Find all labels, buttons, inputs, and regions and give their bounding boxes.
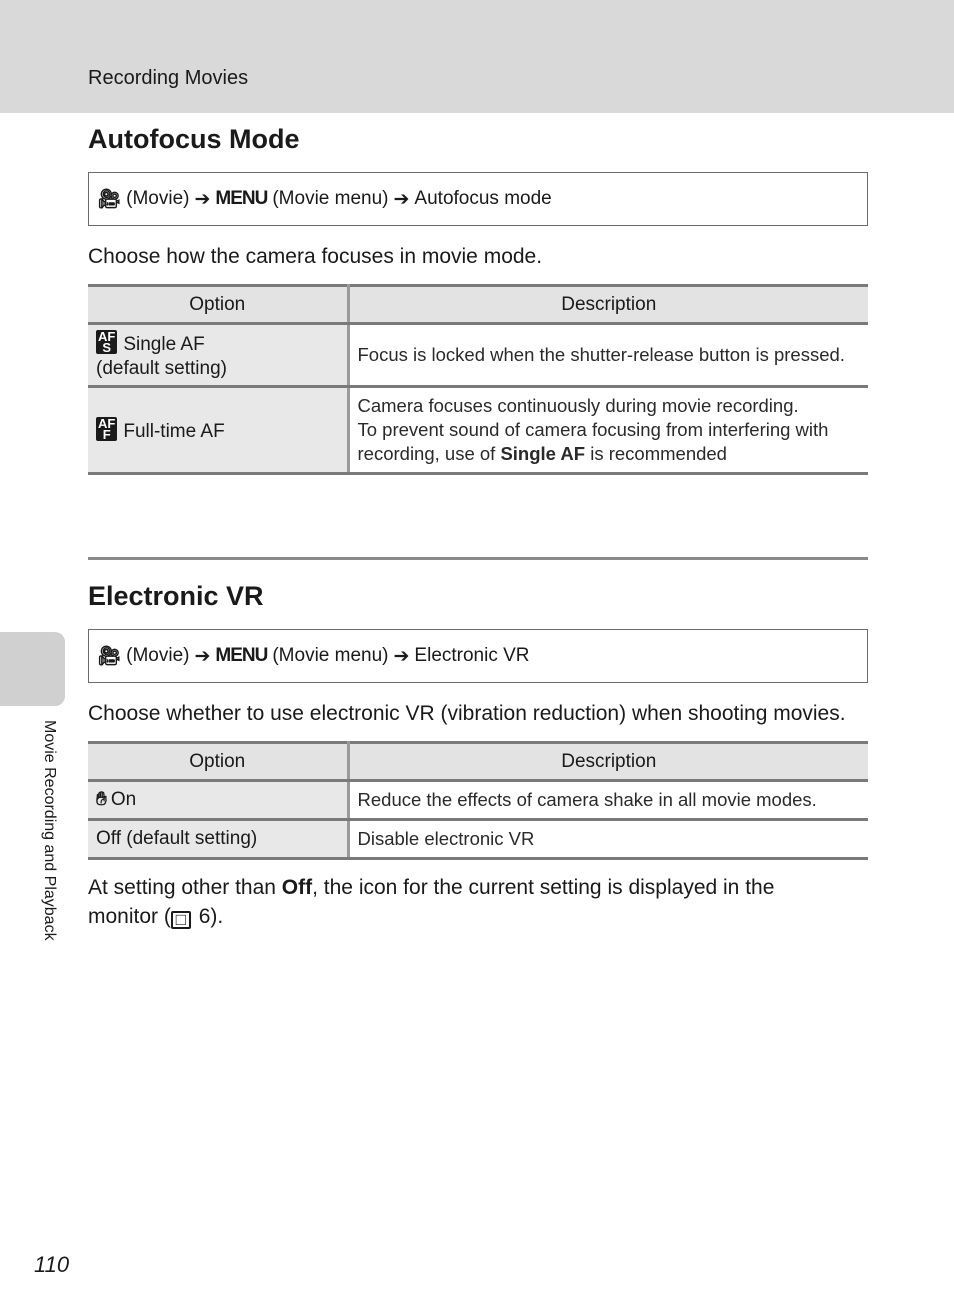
section-divider bbox=[88, 557, 868, 560]
menu-path-autofocus: 🎥︎ (Movie) ➔ MENU (Movie menu) ➔ Autofocus mode bbox=[88, 172, 868, 226]
section-intro: Choose whether to use electronic VR (vibration reduction) when shooting movies. bbox=[88, 702, 846, 725]
description-cell: Disable electronic VR bbox=[348, 820, 868, 859]
arrow-right-icon: ➔ bbox=[194, 188, 211, 210]
description-cell: Focus is locked when the shutter-release button is pressed. bbox=[348, 324, 868, 387]
option-cell: Off (default setting) bbox=[88, 820, 348, 859]
table-row bbox=[88, 820, 868, 859]
option-cell: AF S Single AF (default setting) bbox=[88, 324, 348, 387]
section-title-electronic-vr: Electronic VR bbox=[88, 581, 264, 611]
movie-camera-icon: 🎥︎ bbox=[97, 189, 122, 210]
arrow-right-icon: ➔ bbox=[393, 645, 410, 667]
menu-path-electronic-vr: 🎥︎ (Movie) ➔ MENU (Movie menu) ➔ Electronic VR bbox=[88, 629, 868, 683]
column-header: Description bbox=[348, 286, 868, 324]
table-header-row bbox=[88, 286, 868, 324]
description-cell: Reduce the effects of camera shake in all movie modes. bbox=[348, 781, 868, 820]
af-s-icon: AF S bbox=[98, 328, 116, 355]
table-row bbox=[88, 324, 868, 387]
table-header-row bbox=[88, 743, 868, 781]
table-row bbox=[88, 387, 868, 474]
page-number: 110 bbox=[34, 1252, 70, 1277]
reference-book-icon: □ bbox=[171, 911, 191, 929]
arrow-right-icon: ➔ bbox=[194, 645, 211, 667]
movie-camera-icon: 🎥︎ bbox=[97, 646, 122, 667]
options-table-electronic-vr bbox=[88, 741, 868, 860]
section-intro: Choose how the camera focuses in movie mode. bbox=[88, 245, 543, 268]
menu-icon: MENU bbox=[215, 188, 268, 209]
section-title-autofocus: Autofocus Mode bbox=[88, 124, 300, 154]
options-table-autofocus bbox=[88, 284, 868, 475]
column-header: Option bbox=[88, 743, 348, 781]
af-f-icon: AF F bbox=[98, 415, 116, 442]
running-header: Recording Movies bbox=[88, 67, 249, 89]
column-header: Option bbox=[88, 286, 348, 324]
description-cell: Camera focuses continuously during movie recording. To prevent sound of camera focusing from interfering with recording, use of Single AF is recommended bbox=[348, 387, 868, 474]
header-band bbox=[0, 0, 954, 113]
chapter-tab bbox=[0, 632, 65, 706]
arrow-right-icon: ➔ bbox=[393, 188, 410, 210]
table-row bbox=[88, 781, 868, 820]
footnote: At setting other than Off, the icon for the current setting is displayed in the monitor ( □ 6). bbox=[88, 876, 775, 929]
menu-icon: MENU bbox=[215, 645, 268, 666]
option-cell: AF F Full-time AF bbox=[88, 387, 348, 474]
vr-hand-icon: ✋︎ bbox=[96, 789, 107, 810]
chapter-label: Movie Recording and Playback bbox=[41, 720, 58, 941]
option-cell: ✋︎ On bbox=[88, 781, 348, 820]
column-header: Description bbox=[348, 743, 868, 781]
